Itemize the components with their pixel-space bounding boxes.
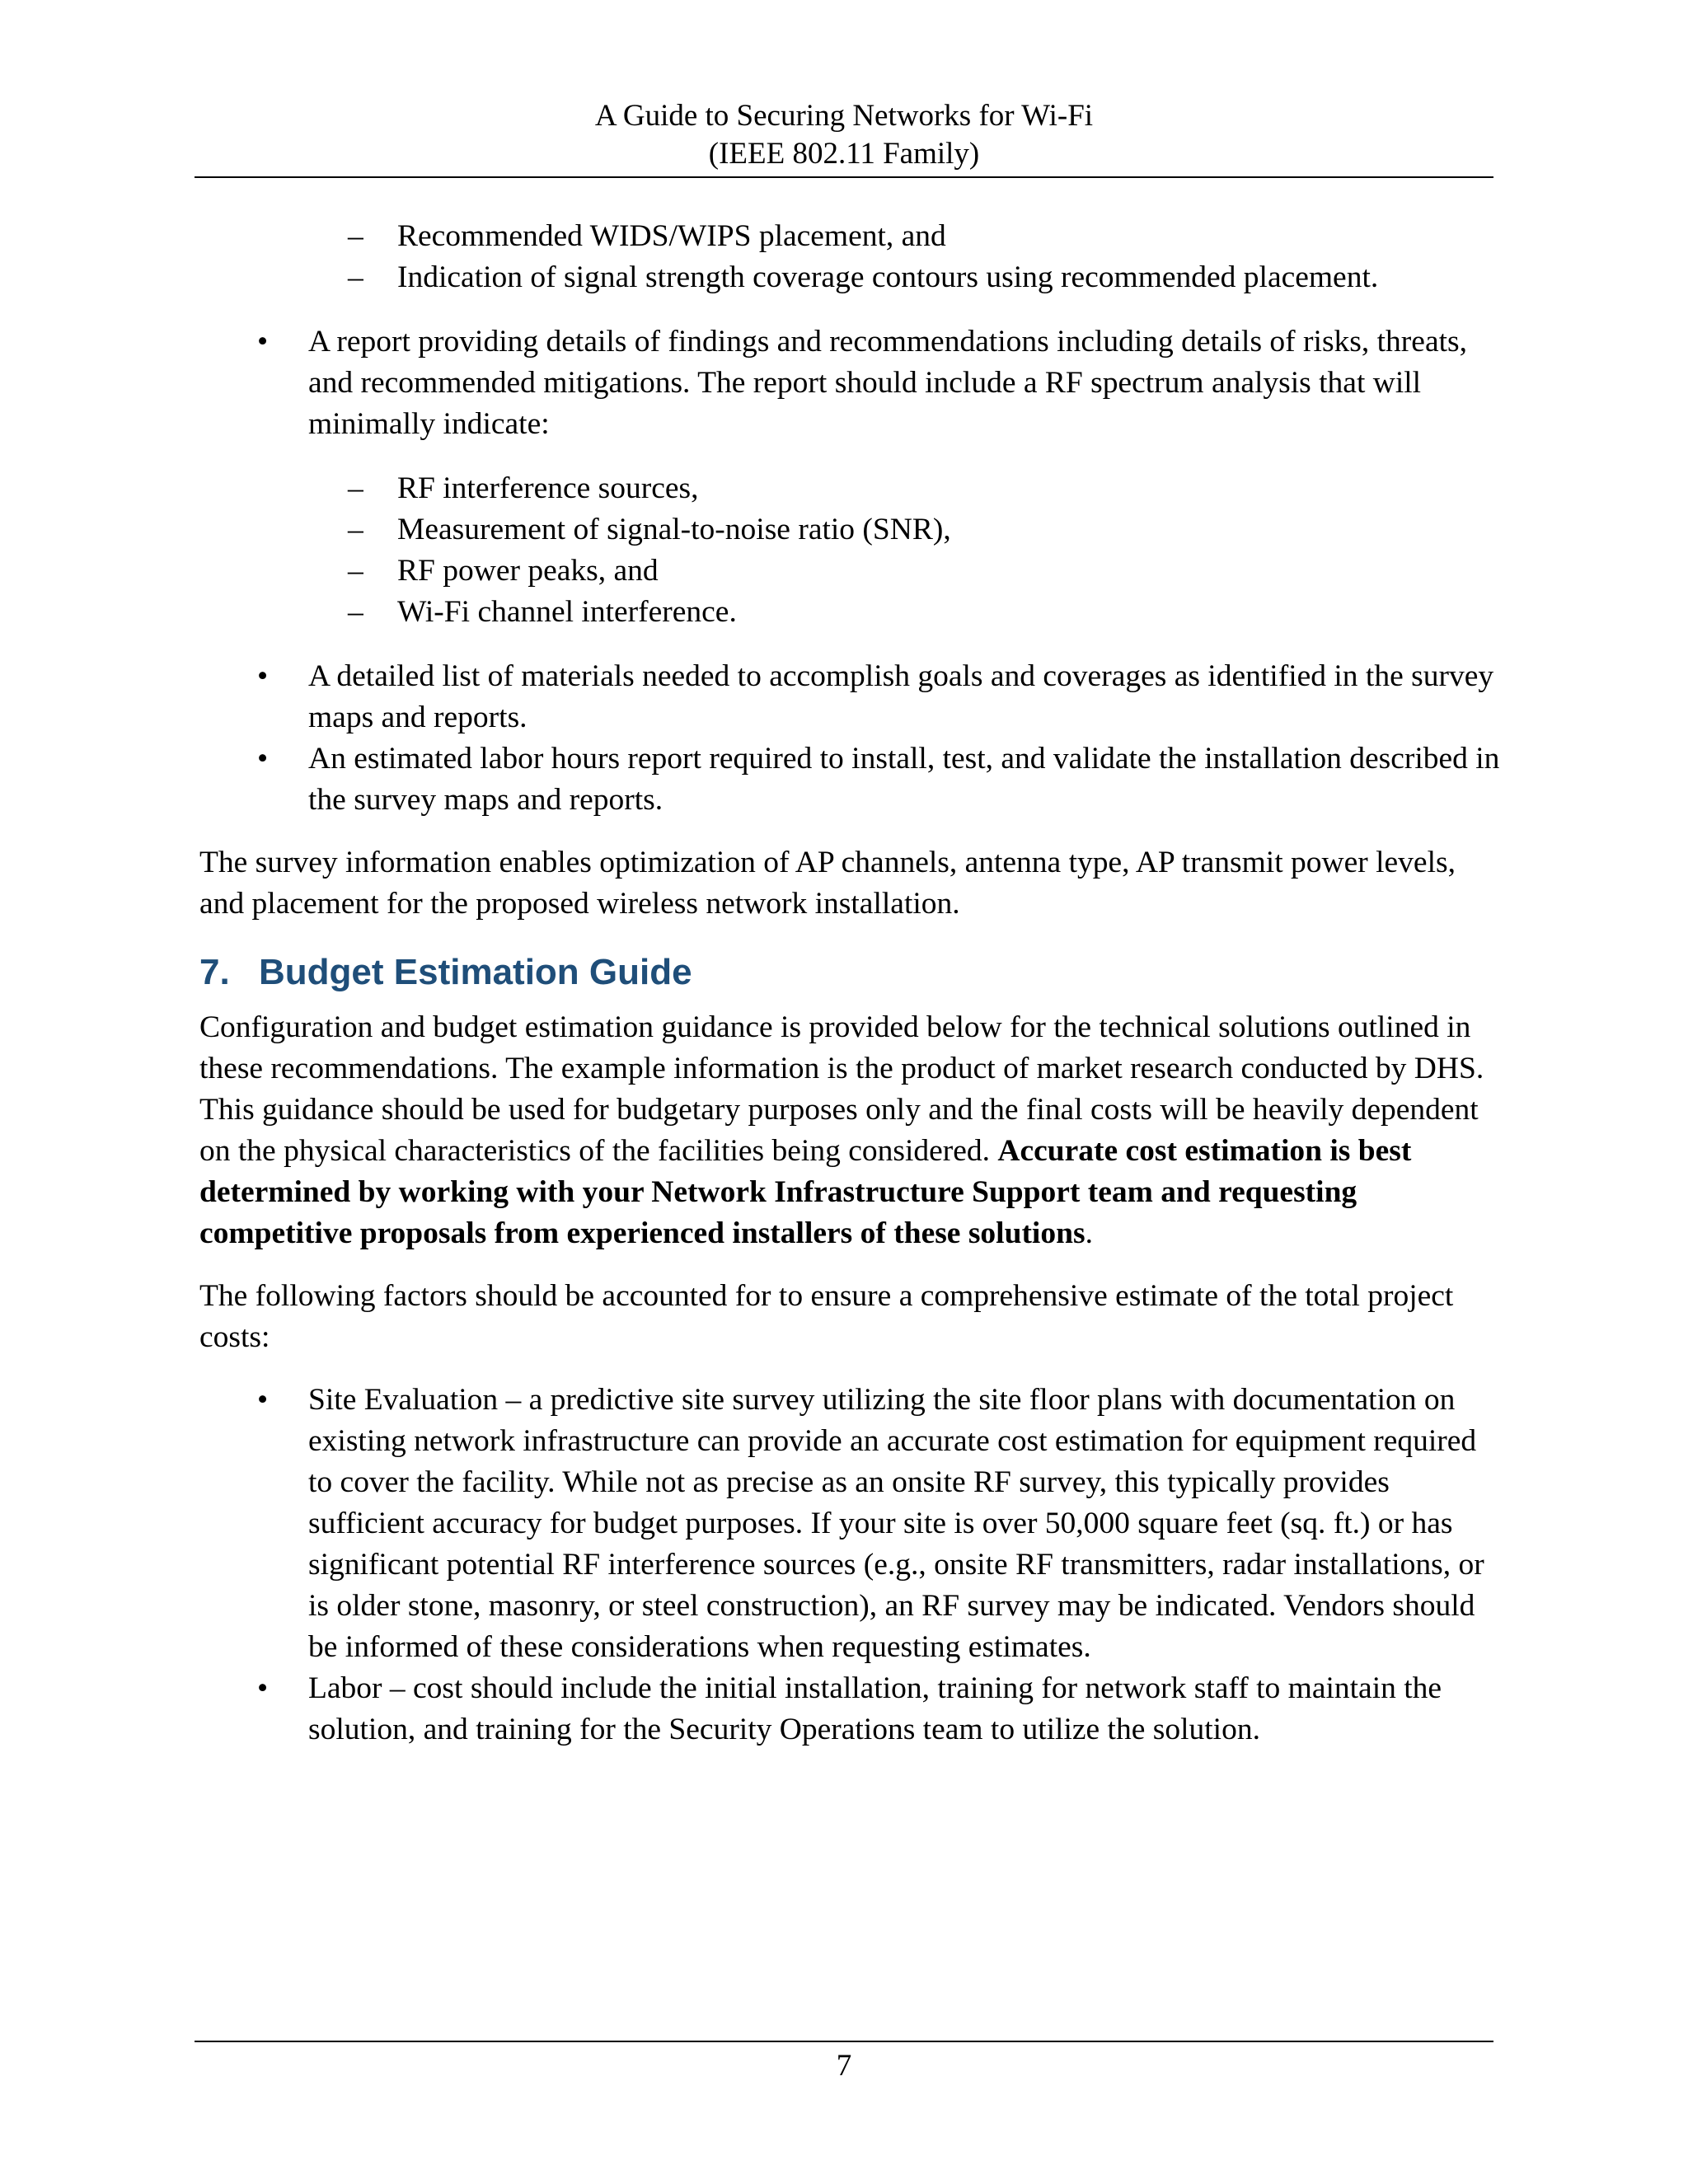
- page-body: [199, 216, 1502, 1750]
- factors-bullet-list: [199, 1380, 1502, 1750]
- budget-paragraph: Configuration and budget estimation guidance is provided below for the technical solutions outlined in these recommendations. The example information is the product of market research conducted by DHS. This guidance should be used for budgetary purposes only and the final costs will be heavily dependent on the physical characteristics of the facilities being considered. Accurate cost estimation is best determined by working with your Network Infrastructure Support team and requesting competitive proposals from experienced installers of these solutions.: [199, 1010, 1484, 1250]
- survey-paragraph: The survey information enables optimization of AP channels, antenna type, AP transmit power levels, and placement for the proposed wireless network installation.: [199, 846, 1456, 921]
- dash-list-item: – Wi-Fi channel interference.: [199, 592, 1502, 633]
- budget-emphasis: Accurate cost estimation is best determined by working with your Network Infrastructure Support team and requesting competitive proposals from experienced installers of these solutions: [199, 1134, 1412, 1250]
- dash-marker: –: [348, 219, 363, 253]
- factors-paragraph: The following factors should be accounted for to ensure a comprehensive estimate of the total project costs:: [199, 1279, 1454, 1354]
- dash-list-item: – Measurement of signal-to-noise ratio (SNR),: [199, 509, 1502, 551]
- bullet-item-report: • A report providing details of findings and recommendations including details of risks, threats, and recommended mitigations. The report should include a RF spectrum analysis that will minimally indicate:: [199, 321, 1502, 445]
- section-number: 7.: [199, 952, 230, 992]
- dash-marker: –: [348, 260, 363, 294]
- running-header: [195, 97, 1493, 173]
- materials-bullet-list: [199, 656, 1502, 821]
- dash-marker: –: [348, 471, 363, 505]
- footer-divider: [195, 2041, 1493, 2042]
- header-title: A Guide to Securing Networks for Wi-Fi: [594, 99, 1094, 133]
- report-bullet-list: [199, 321, 1502, 445]
- section-heading: [199, 948, 1502, 997]
- survey-map-dash-list: [199, 216, 1502, 298]
- bullet-item-site-evaluation: • Site Evaluation – a predictive site survey utilizing the site floor plans with documentation on existing network infrastructure can provide an accurate cost estimation for equipment required to cover the facility. While not as precise as an onsite RF survey, this typically provides sufficient accuracy for budget purposes. If your site is over 50,000 square feet (sq. ft.) or has significant potential RF interference sources (e.g., onsite RF transmitters, radar installations, or is older stone, masonry, or steel construction), an RF survey may be indicated. Vendors should be informed of these considerations when requesting estimates.: [199, 1380, 1502, 1668]
- dash-marker: –: [348, 595, 363, 629]
- bullet-item-materials: • A detailed list of materials needed to accomplish goals and coverages as identified in the survey maps and reports.: [199, 656, 1502, 738]
- bullet-marker: •: [257, 742, 269, 776]
- header-subtitle: (IEEE 802.11 Family): [708, 137, 980, 171]
- bullet-marker: •: [257, 659, 269, 693]
- rf-analysis-dash-list: [199, 468, 1502, 633]
- bullet-marker: •: [257, 1383, 269, 1417]
- dash-list-item: – Indication of signal strength coverage contours using recommended placement.: [199, 257, 1502, 298]
- bullet-item-labor: • Labor – cost should include the initial installation, training for network staff to maintain the solution, and training for the Security Operations team to utilize the solution.: [199, 1668, 1502, 1750]
- dash-list-item: – RF interference sources,: [199, 468, 1502, 509]
- dash-list-item: – RF power peaks, and: [199, 551, 1502, 592]
- dash-list-item: – Recommended WIDS/WIPS placement, and: [199, 216, 1502, 257]
- bullet-marker: •: [257, 325, 269, 359]
- page-number: 7: [836, 2049, 852, 2083]
- bullet-item-labor-hours: • An estimated labor hours report required to install, test, and validate the installation described in the survey maps and reports.: [199, 738, 1502, 821]
- section-title: Budget Estimation Guide: [259, 952, 692, 992]
- dash-marker: –: [348, 554, 363, 588]
- bullet-marker: •: [257, 1671, 269, 1705]
- dash-marker: –: [348, 513, 363, 546]
- header-divider: [195, 176, 1493, 178]
